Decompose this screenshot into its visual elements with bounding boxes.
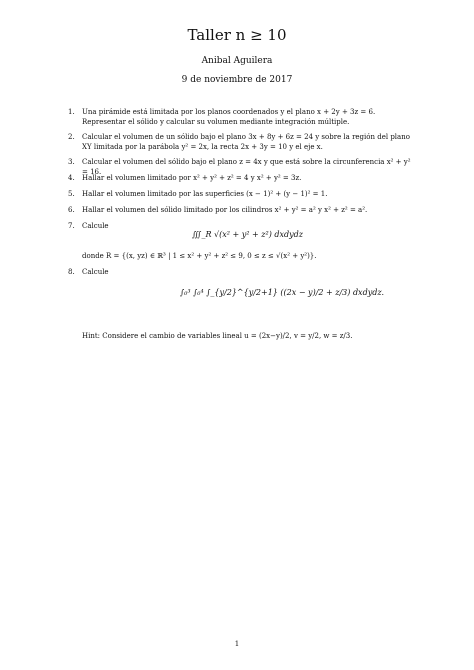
problem-8-hint [82,331,412,341]
problem-8 [68,267,412,277]
problem-7-condition [82,251,412,261]
problem-after-text: donde R = {(x, yz) ∈ ℝ³ | 1 ≤ x² + y² + z² ≤ 9, 0 ≤ z ≤ √(x² + y²)}. [82,252,317,260]
problem-text: Calcule [82,268,109,276]
problem-text: Calcule [82,222,109,230]
problem-1 [68,107,412,127]
problem-4 [68,173,412,183]
problem-text: Una pirámide está limitada por los planos coordenados y el plano x + 2y + 3z = 6. Representar el sólido y calcular su volumen mediante integración múltiple. [82,108,376,126]
problem-2 [68,132,412,152]
problem-5 [68,189,412,199]
document-date: 9 de noviembre de 2017 [181,75,293,85]
problem-text: Hallar el volumen limitado por las superficies (x − 1)² + (y − 1)² = 1. [82,190,328,198]
document-author: Anibal Aguilera [201,56,273,66]
problem-6 [68,205,412,215]
problem-number: 5. [68,190,75,198]
problem-text: Calcular el volumen de un sólido bajo el plano 3x + 8y + 6z = 24 y sobre la región del plano XY limitada por la parábola y² = 2x, la recta 2x + 3y = 10 y el eje x. [82,133,410,151]
formula-8: ∫₀³ ∫₀⁴ ∫_{y/2}^{y/2+1} ((2x − y)/2 + z/3) dxdydz. [180,288,385,297]
problem-number: 4. [68,174,75,182]
problem-number: 7. [68,222,75,230]
problem-hint-text: Hint: Considere el cambio de variables lineal u = (2x−y)/2, v = y/2, w = z/3. [82,332,353,340]
document-title: Taller n ≥ 10 [187,26,287,44]
page-number: 1 [234,640,240,648]
problem-text: Hallar el volumen del sólido limitado por los cilindros x² + y² = a² y x² + z² = a². [82,206,368,214]
problem-number: 6. [68,206,75,214]
problem-number: 1. [68,108,75,116]
problem-number: 8. [68,268,75,276]
problem-text: Calcular el volumen del sólido bajo el plano z = 4x y que está sobre la circunferencia x² + y² = 16. [82,158,411,176]
problem-number: 3. [68,158,75,166]
problem-text: Hallar el volumen limitado por x² + y² + z² = 4 y x² + y² = 3z. [82,174,302,182]
problem-number: 2. [68,133,75,141]
formula-7: ∭_R √(x² + y² + z²) dxdydz [192,230,303,239]
